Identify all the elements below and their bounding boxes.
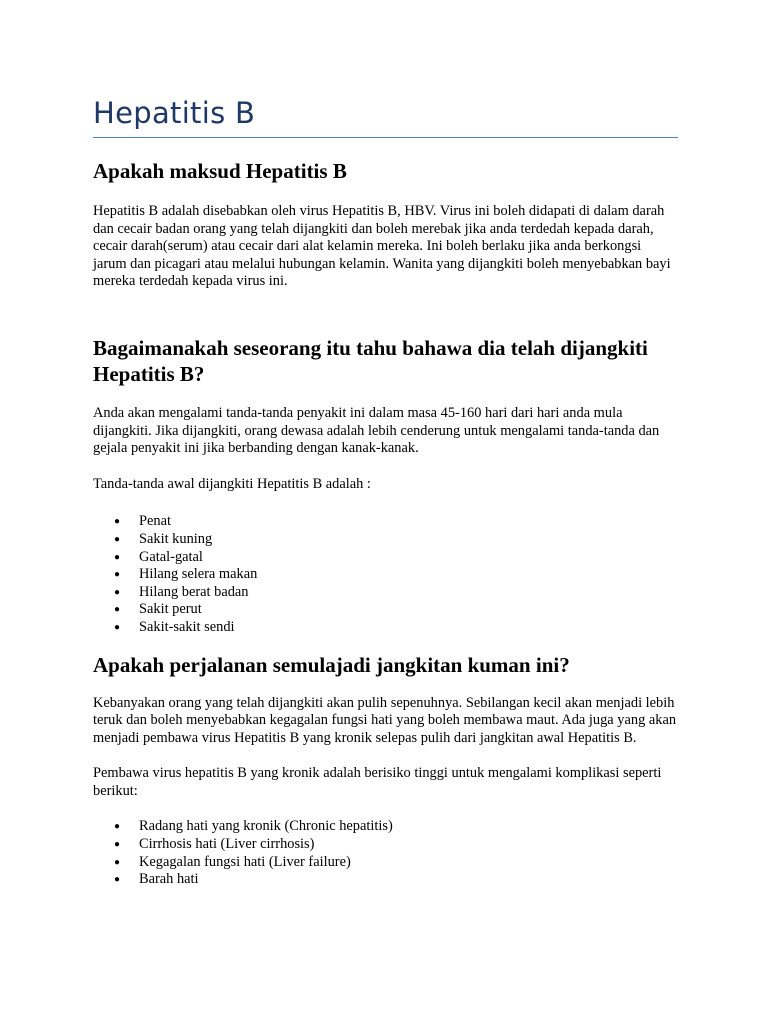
list-item: ● Cirrhosis hati (Liver cirrhosis) [114, 836, 315, 853]
list-item: ● Gatal-gatal [114, 548, 203, 565]
bullet-icon: ● [114, 551, 121, 563]
bullet-icon: ● [114, 516, 121, 528]
heading-natural-course: Apakah perjalanan semulajadi jangkitan kuman ini? [93, 652, 570, 677]
bullet-icon: ● [114, 821, 121, 833]
heading-what-is-hepatitis-b: Apakah maksud Hepatitis B [93, 159, 347, 183]
list-item: ● Radang hati yang kronik (Chronic hepatitis) [114, 818, 393, 835]
bullet-icon: ● [114, 621, 121, 633]
list-item: ● Sakit-sakit sendi [114, 618, 235, 635]
heading-how-to-know: Bagaimanakah seseorang itu tahu bahawa dia telah dijangkiti Hepatitis B? [93, 335, 648, 386]
paragraph-natural-course: Kebanyakan orang yang telah dijangkiti akan pulih sepenuhnya. Sebilangan kecil akan menjadi lebih teruk dan boleh menyebabkan kegagalan fungsi hati yang boleh membawa maut. Ada juga yang akan menjadi pembawa virus Hepatitis B yang kronik selepas pulih dari jangkitan awal Hepatitis B. [93, 694, 677, 746]
paragraph-how-to-know: Anda akan mengalami tanda-tanda penyakit ini dalam masa 45-160 hari dari hari anda mula dijangkiti. Jika dijangkiti, orang dewasa adalah lebih cenderung untuk mengalami tanda-tanda dan gejala penyakit ini jika berbanding dengan kanak-kanak. [93, 404, 660, 457]
bullet-icon: ● [114, 839, 121, 851]
list-early-signs [93, 513, 678, 636]
list-item: ● Penat [114, 513, 171, 530]
bullet-icon: ● [114, 874, 121, 886]
paragraph-early-signs-intro: Tanda-tanda awal dijangkiti Hepatitis B adalah : [93, 475, 371, 492]
list-item: ● Kegagalan fungsi hati (Liver failure) [114, 853, 351, 870]
document-body [93, 158, 678, 889]
paragraph-complications-intro: Pembawa virus hepatitis B yang kronik adalah berisiko tinggi untuk mengalami komplikasi seperti berikut: [93, 765, 662, 799]
list-item: ● Sakit kuning [114, 530, 213, 547]
bullet-icon: ● [114, 586, 121, 598]
title-divider [93, 137, 678, 138]
bullet-icon: ● [114, 569, 121, 581]
document-title: Hepatitis B [93, 96, 256, 130]
paragraph-what-is-hepatitis-b: Hepatitis B adalah disebabkan oleh virus Hepatitis B, HBV. Virus ini boleh didapati di dalam darah dan cecair badan orang yang telah dijangkiti dan boleh merebak jika anda terdedah kepada darah, cecair darah(serum) atau cecair dari alat kelamin mereka. Ini boleh berlaku jika anda berkongsi jarum dan picagari atau melalui hubungan kelamin. Wanita yang dijangkiti boleh menyebabkan bayi mereka terdedah kepada virus ini. [93, 203, 671, 290]
bullet-icon: ● [114, 856, 121, 868]
list-item: ● Sakit perut [114, 601, 202, 618]
list-item: ● Barah hati [114, 871, 199, 888]
bullet-icon: ● [114, 533, 121, 545]
bullet-icon: ● [114, 604, 121, 616]
list-item: ● Hilang berat badan [114, 583, 249, 600]
list-item: ● Hilang selera makan [114, 566, 258, 583]
list-complications [93, 818, 678, 888]
